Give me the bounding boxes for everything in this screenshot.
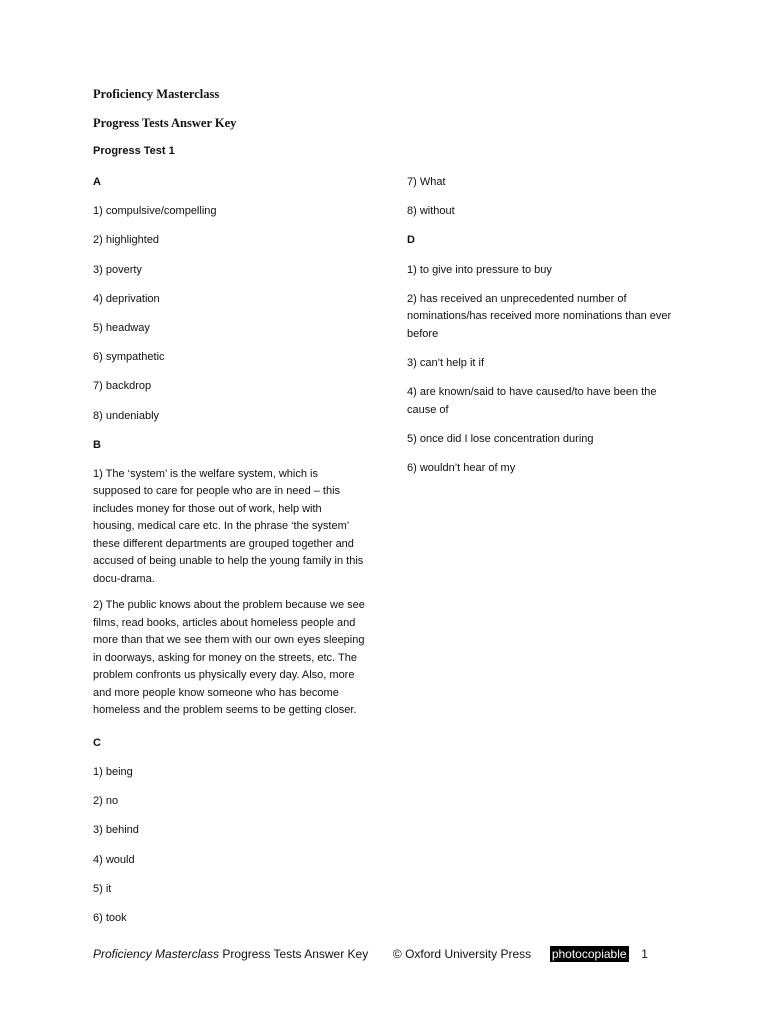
section-a-answer: 7) backdrop (93, 380, 152, 393)
section-d-answer: 5) once did I lose concentration during (407, 432, 594, 445)
section-b-answer: 2) The public knows about the problem because we see films, read books, articles about homeless people and more than that we see them with our own eyes sleeping in doorways, asking for money on the streets, etc. The problem confronts us physically every day. Also, more and more people know someone who has become homeless and the problem seems to be getting closer. (93, 599, 365, 717)
footer-book-title: Proficiency Masterclass (93, 947, 220, 961)
section-a-answer: 4) deprivation (93, 292, 160, 305)
section-c-answer: 7) What (407, 176, 446, 188)
section-a-answer: 5) headway (93, 321, 150, 334)
section-a-answer: 8) undeniably (93, 409, 160, 422)
section-b-answer: 1) The ‘system’ is the welfare system, which is supposed to care for people who are in need – this includes money for those out of work, help with housing, medical care etc. In the phrase ‘the system’ these different departments are grouped together and accused of being unable to help the young family in this docu-drama. (93, 467, 364, 585)
section-c-answer: 8) without (407, 205, 455, 218)
page-number: 1 (641, 947, 648, 961)
document-title: Proficiency Masterclass (93, 87, 220, 101)
section-c-answer: 6) took (93, 912, 127, 924)
section-b-heading: B (93, 438, 101, 451)
page-footer (93, 947, 648, 961)
section-c-answer: 4) would (93, 853, 135, 866)
section-c-answer: 5) it (93, 882, 112, 895)
section-d-answer: 4) are known/said to have caused/to have been the cause of (407, 386, 657, 416)
section-a-answer: 2) highlighted (93, 234, 160, 247)
section-c-answer: 2) no (93, 795, 119, 808)
section-d-answer: 3) can’t help it if (407, 356, 485, 369)
section-c-heading: C (93, 736, 101, 749)
document-subtitle: Progress Tests Answer Key (93, 116, 237, 130)
section-a-answer: 6) sympathetic (93, 351, 165, 364)
section-d-answer: 1) to give into pressure to buy (407, 263, 552, 276)
section-a-answer: 1) compulsive/compelling (93, 205, 217, 218)
section-d-heading: D (407, 234, 415, 247)
section-c-answer: 3) behind (93, 824, 139, 837)
test-name: Progress Test 1 (93, 145, 175, 157)
photocopiable-badge: photocopiable (551, 947, 627, 961)
section-a-answer: 3) poverty (93, 263, 142, 276)
section-c-answer: 1) being (93, 766, 133, 779)
footer-doc-title: Progress Tests Answer Key (222, 947, 369, 961)
section-a-heading: A (93, 176, 101, 188)
right-column (407, 174, 677, 489)
section-d-answer: 6) wouldn’t hear of my (407, 462, 516, 474)
footer-copyright: © Oxford University Press (392, 947, 532, 961)
left-column (93, 174, 365, 939)
section-d-answer: 2) has received an unprecedented number of nominations/has received more nominations than ever before (407, 292, 672, 340)
